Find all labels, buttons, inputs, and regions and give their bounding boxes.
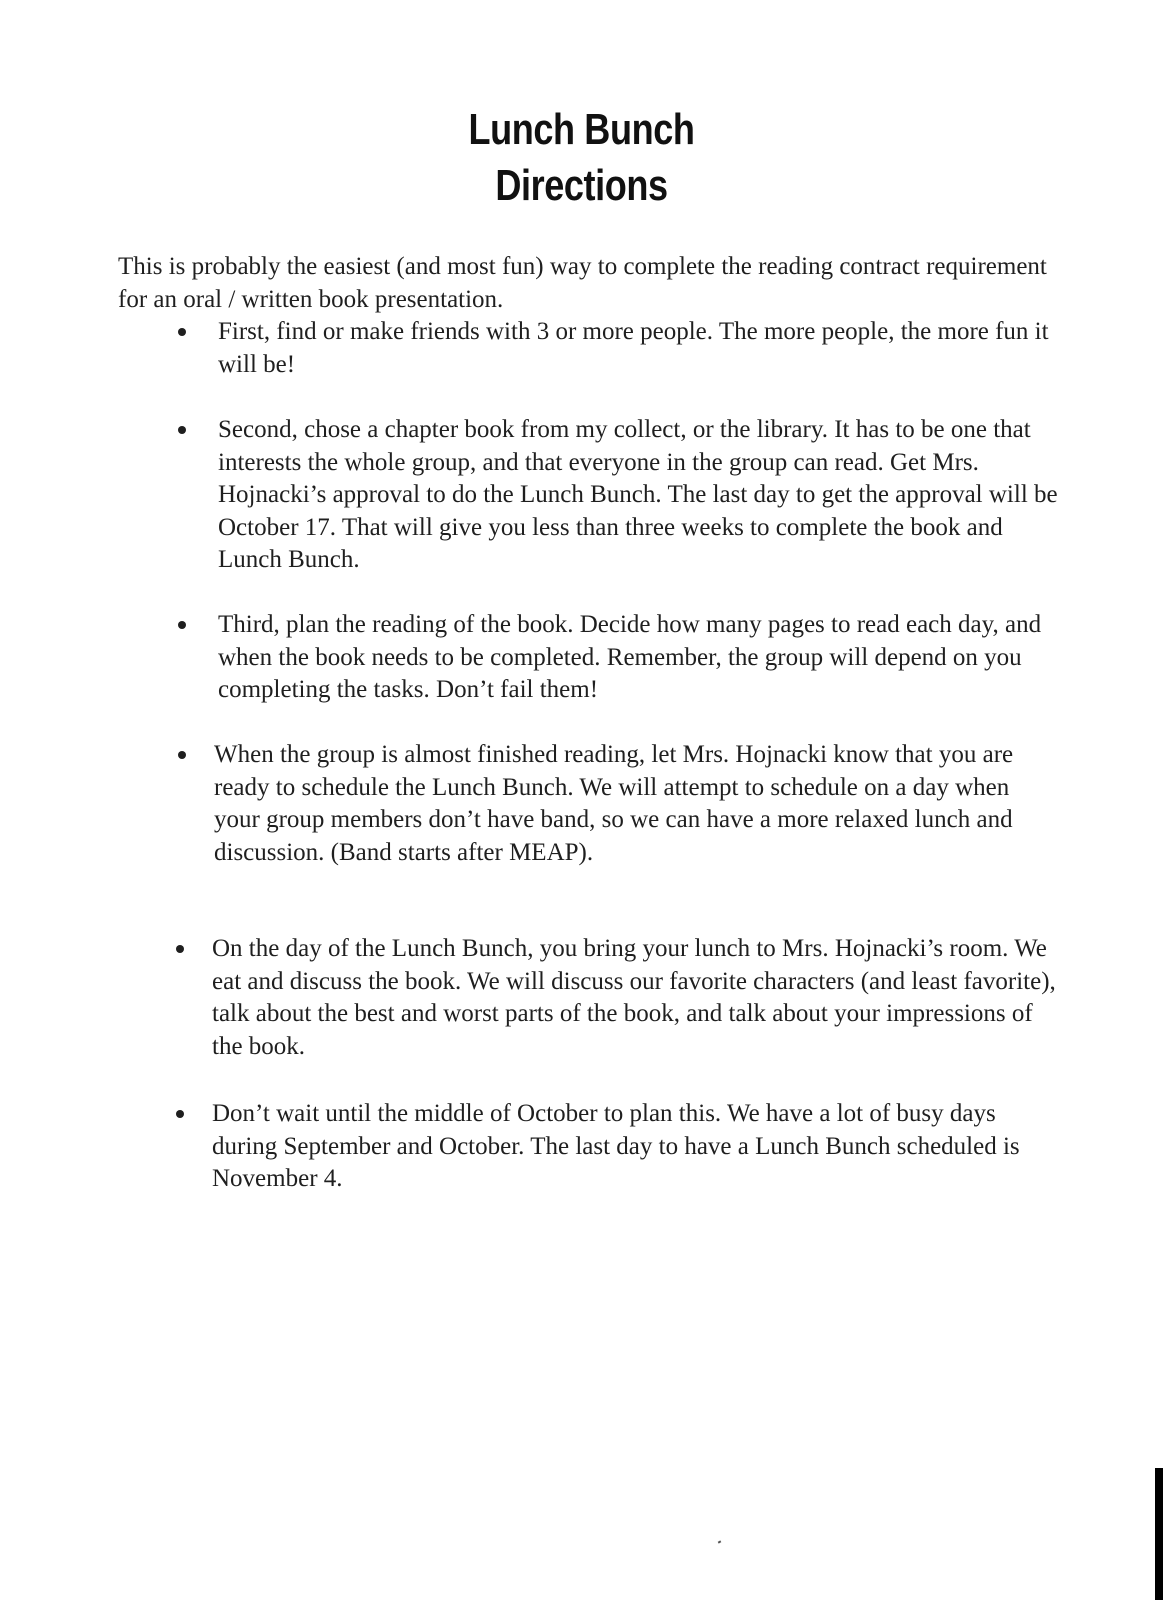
list-item xyxy=(178,316,1058,381)
title-line-1: Lunch Bunch xyxy=(468,105,695,154)
list-item-text: Second, chose a chapter book from my collect, or the library. It has to be one that interests the whole group, and that everyone in the group can read. Get Mrs. Hojnacki’s approval to do the Lunch Bunch. The last day to get the approval will be October 17. That will give you less than three weeks to complete the book and Lunch Bunch. xyxy=(218,416,1058,573)
bullet-icon xyxy=(178,751,186,759)
list-item xyxy=(176,933,1056,1063)
list-item-text: Don’t wait until the middle of October to plan this. We have a lot of busy days during September and October. The last day to have a Lunch Bunch scheduled is November 4. xyxy=(212,1100,1020,1192)
intro-paragraph xyxy=(118,250,1078,316)
intro-text: This is probably the easiest (and most fun) way to complete the reading contract requirement for an oral / written book presentation. xyxy=(118,253,1047,313)
list-item xyxy=(178,414,1058,577)
scan-speck xyxy=(718,1540,722,1543)
bullet-icon xyxy=(178,426,186,434)
list-item-text: Third, plan the reading of the book. Decide how many pages to read each day, and when the book needs to be completed. Remember, the group will depend on you completing the tasks. Don’t fail them! xyxy=(218,611,1042,703)
list-item-text: When the group is almost finished reading, let Mrs. Hojnacki know that you are ready to schedule the Lunch Bunch. We will attempt to schedule on a day when your group members don’t have band, so we can have a more relaxed lunch and discussion. (Band starts after MEAP). xyxy=(214,741,1014,866)
bullet-icon xyxy=(176,1110,184,1118)
list-item-text: First, find or make friends with 3 or more people. The more people, the more fun it will be! xyxy=(218,318,1049,378)
bullet-icon xyxy=(176,945,184,953)
list-item xyxy=(178,739,1058,869)
page-title xyxy=(105,102,1059,214)
bullet-icon xyxy=(178,621,186,629)
title-line-2: Directions xyxy=(495,161,668,210)
bullet-icon xyxy=(178,328,186,336)
list-item xyxy=(176,1098,1056,1196)
list-item xyxy=(178,609,1058,707)
list-item-text: On the day of the Lunch Bunch, you bring your lunch to Mrs. Hojnacki’s room. We eat and discuss the book. We will discuss our favorite characters (and least favorite), talk about the best and worst parts of the book, and talk about your impressions of the book. xyxy=(212,935,1056,1060)
scan-edge-mark xyxy=(1155,1468,1163,1600)
